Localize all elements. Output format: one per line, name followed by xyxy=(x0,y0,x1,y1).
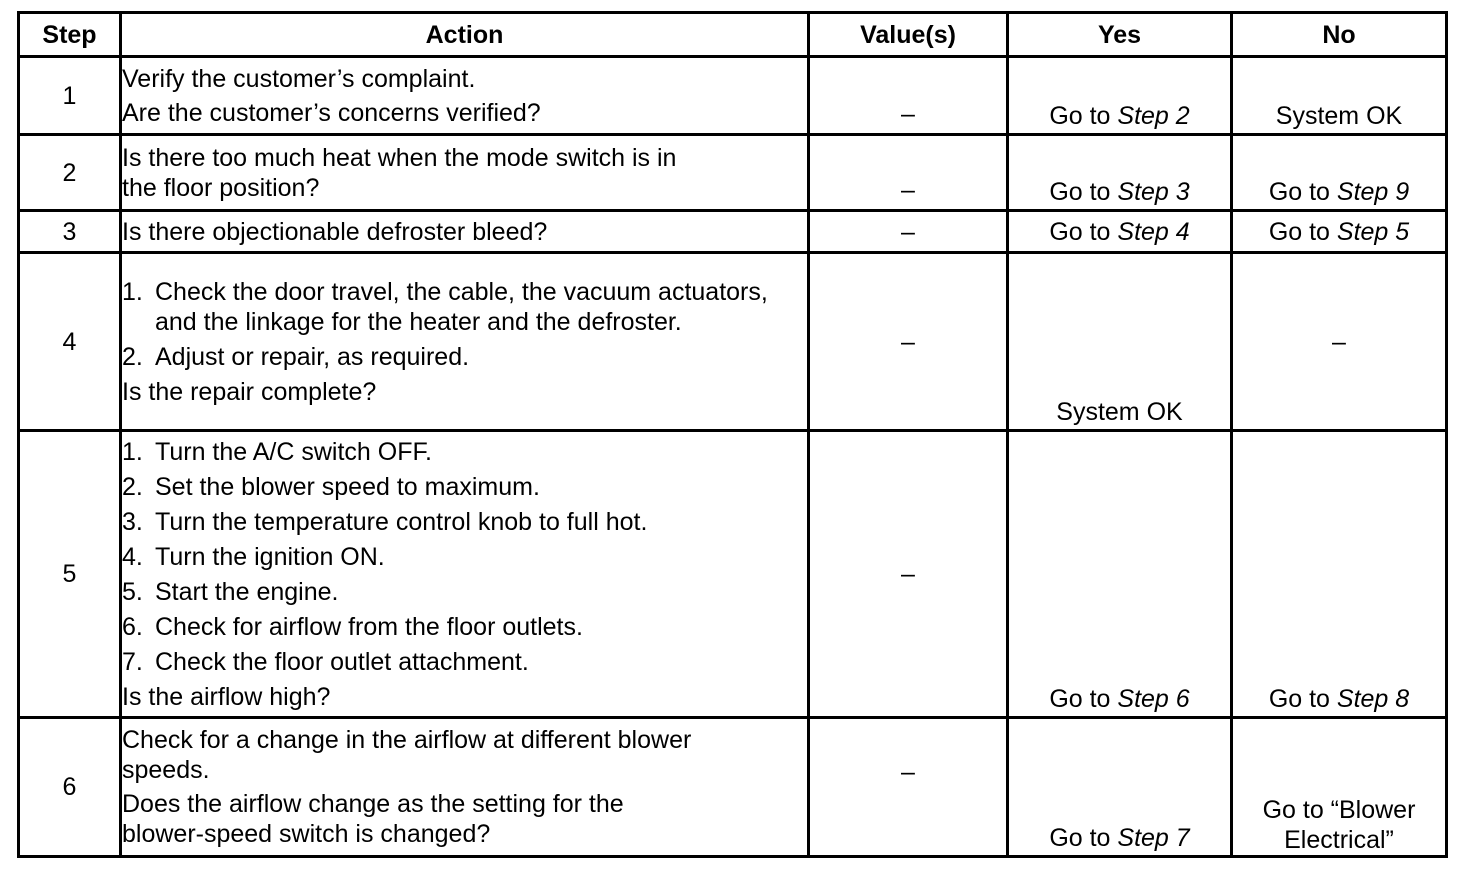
table-row xyxy=(19,253,1447,431)
yes-cell xyxy=(1008,253,1232,431)
yes-text: System OK xyxy=(1056,398,1183,426)
no-cell xyxy=(1232,253,1447,431)
list-item xyxy=(122,472,807,502)
action-line: Verify the customer’s complaint. xyxy=(122,64,476,93)
action-cell xyxy=(121,431,809,718)
value-cell xyxy=(809,253,1008,431)
yes-prefix: Go to xyxy=(1049,217,1118,246)
value-cell xyxy=(809,431,1008,718)
value-dash: – xyxy=(901,100,915,128)
list-item xyxy=(122,542,807,572)
value-cell xyxy=(809,57,1008,135)
item-number: 2. xyxy=(122,342,143,371)
list-item xyxy=(122,507,807,537)
action-question: Is the repair complete? xyxy=(122,377,377,406)
header-row xyxy=(19,13,1447,57)
no-cell xyxy=(1232,211,1447,253)
action-cell xyxy=(121,253,809,431)
value-dash: – xyxy=(901,217,915,246)
action-steps-list xyxy=(122,437,807,677)
yes-cell xyxy=(1008,135,1232,211)
list-item xyxy=(122,577,807,607)
yes-step-ref: Step 3 xyxy=(1117,178,1190,206)
action-question: Does the airflow change as the setting for the xyxy=(122,790,624,818)
item-text: Check the floor outlet attachment. xyxy=(155,647,529,676)
item-text: Turn the ignition ON. xyxy=(155,542,385,571)
action-line: the floor position? xyxy=(122,173,320,202)
item-text: Check for airflow from the floor outlets. xyxy=(155,612,583,641)
value-cell xyxy=(809,135,1008,211)
yes-cell xyxy=(1008,431,1232,718)
no-cell xyxy=(1232,431,1447,718)
no-prefix: Go to xyxy=(1268,178,1337,206)
header-step: Step xyxy=(19,13,121,57)
no-cell xyxy=(1232,135,1447,211)
item-number: 6. xyxy=(122,612,143,641)
action-cell xyxy=(121,135,809,211)
item-text: Turn the A/C switch OFF. xyxy=(155,437,432,466)
item-number: 1. xyxy=(122,277,143,306)
list-item xyxy=(122,277,807,337)
value-cell xyxy=(809,718,1008,857)
value-dash: – xyxy=(901,560,915,588)
no-text-line: Electrical” xyxy=(1284,826,1394,854)
value-dash: – xyxy=(901,758,915,786)
yes-step-ref: Step 6 xyxy=(1117,685,1190,713)
no-prefix: Go to xyxy=(1268,217,1337,246)
list-item xyxy=(122,437,807,467)
yes-step-ref: Step 4 xyxy=(1117,217,1190,246)
yes-prefix: Go to xyxy=(1049,824,1118,852)
yes-cell xyxy=(1008,211,1232,253)
item-number: 5. xyxy=(122,577,143,606)
item-number: 4. xyxy=(122,542,143,571)
step-number: 6 xyxy=(19,718,121,857)
list-item xyxy=(122,647,807,677)
table-row xyxy=(19,57,1447,135)
header-action: Action xyxy=(121,13,809,57)
action-cell xyxy=(121,211,809,253)
no-prefix: Go to xyxy=(1268,685,1337,713)
step-number: 2 xyxy=(19,135,121,211)
item-text: Check the door travel, the cable, the vacuum actuators, and the linkage for the heater and the defroster. xyxy=(155,277,768,336)
list-item xyxy=(122,612,807,642)
step-number: 4 xyxy=(19,253,121,431)
item-text: Adjust or repair, as required. xyxy=(155,342,470,371)
value-dash: – xyxy=(901,176,915,204)
yes-prefix: Go to xyxy=(1049,178,1118,206)
item-number: 1. xyxy=(122,437,143,466)
yes-cell xyxy=(1008,718,1232,857)
no-text: System OK xyxy=(1275,102,1403,130)
header-values: Value(s) xyxy=(809,13,1008,57)
action-line: Is there too much heat when the mode switch is in xyxy=(122,143,677,172)
list-item xyxy=(122,342,807,372)
item-text: Start the engine. xyxy=(155,577,339,606)
step-number: 1 xyxy=(19,57,121,135)
step-number: 5 xyxy=(19,431,121,718)
step-number: 3 xyxy=(19,211,121,253)
no-step-ref: Step 9 xyxy=(1336,178,1410,206)
action-line: speeds. xyxy=(122,756,210,784)
item-number: 7. xyxy=(122,647,143,676)
header-no: No xyxy=(1232,13,1447,57)
action-line: Check for a change in the airflow at different blower xyxy=(122,726,692,754)
no-step-ref: Step 5 xyxy=(1336,217,1410,246)
value-dash: – xyxy=(901,327,915,356)
item-text: Turn the temperature control knob to full hot. xyxy=(155,507,648,536)
diagnostic-table xyxy=(17,11,1448,858)
action-cell xyxy=(121,718,809,857)
yes-step-ref: Step 2 xyxy=(1117,102,1190,130)
yes-prefix: Go to xyxy=(1049,102,1118,130)
header-yes: Yes xyxy=(1008,13,1232,57)
action-question: Are the customer’s concerns verified? xyxy=(122,98,541,127)
action-question: blower-speed switch is changed? xyxy=(122,820,491,848)
no-dash: – xyxy=(1332,327,1346,356)
table-row xyxy=(19,135,1447,211)
item-number: 2. xyxy=(122,472,143,501)
item-number: 3. xyxy=(122,507,143,536)
no-step-ref: Step 8 xyxy=(1336,685,1410,713)
yes-prefix: Go to xyxy=(1049,685,1118,713)
action-question: Is the airflow high? xyxy=(122,682,331,711)
yes-cell xyxy=(1008,57,1232,135)
action-cell xyxy=(121,57,809,135)
no-cell xyxy=(1232,57,1447,135)
item-text: Set the blower speed to maximum. xyxy=(155,472,540,501)
action-steps-list xyxy=(122,277,807,372)
value-cell xyxy=(809,211,1008,253)
table-row xyxy=(19,211,1447,253)
action-question: Is there objectionable defroster bleed? xyxy=(122,217,548,246)
no-cell xyxy=(1232,718,1447,857)
table-row xyxy=(19,718,1447,857)
no-text-line: Go to “Blower xyxy=(1262,796,1416,824)
yes-step-ref: Step 7 xyxy=(1117,824,1190,852)
table-row xyxy=(19,431,1447,718)
